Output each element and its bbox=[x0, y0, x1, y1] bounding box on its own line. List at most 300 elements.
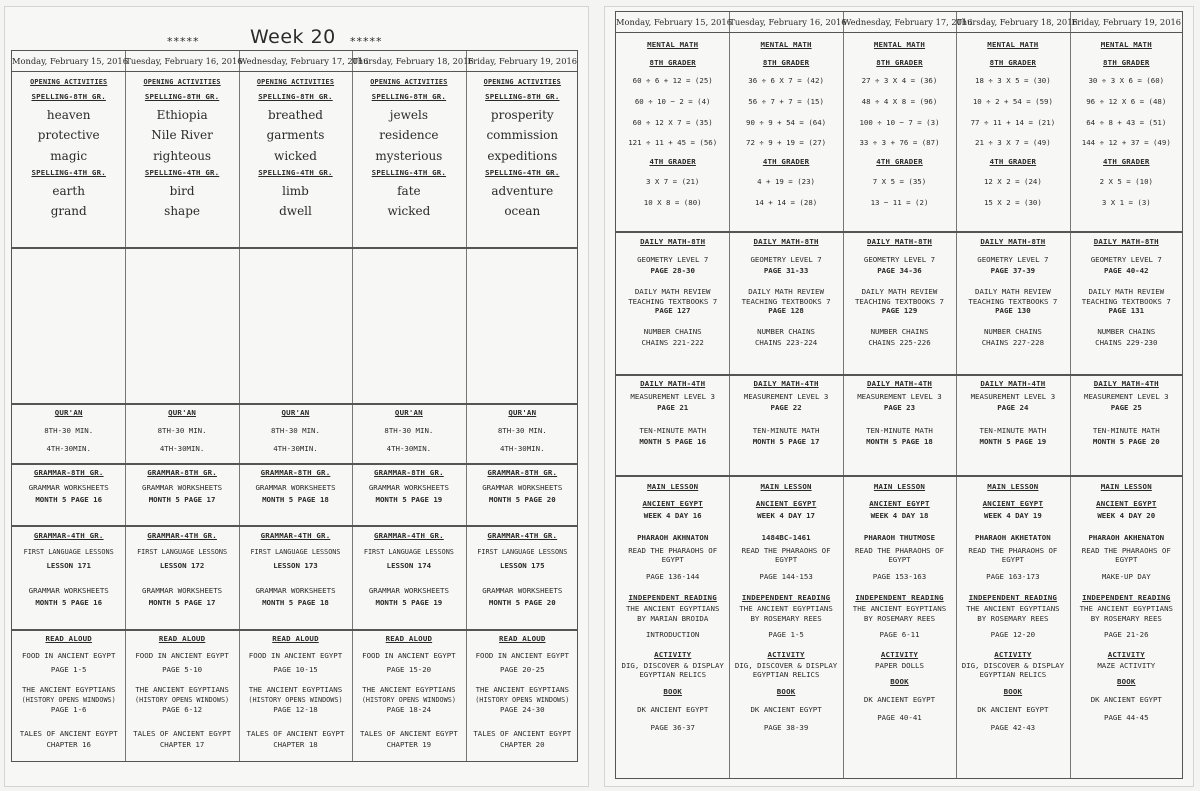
section-divider bbox=[12, 247, 577, 249]
egyptians-title: THE ANCIENT EGYPTIANS bbox=[475, 684, 570, 694]
schedule-cell bbox=[466, 409, 579, 454]
day-header: Wednesday, February 17, 2016 bbox=[842, 17, 973, 27]
spelling-word: breathed bbox=[267, 108, 323, 123]
grader-4th-label: 4TH GRADER bbox=[876, 157, 923, 167]
quran-8th: 8TH-30 MIN. bbox=[497, 425, 547, 435]
daily-math-8th-label: DAILY MATH-8TH bbox=[640, 237, 706, 246]
schedule-cell bbox=[466, 635, 579, 750]
read-aloud-label: READ ALOUD bbox=[45, 634, 92, 643]
independent-reading-label: INDEPENDENT READING bbox=[855, 593, 944, 603]
mental-math-problem: 15 X 2 = (30) bbox=[983, 198, 1042, 207]
independent-author: BY ROSEMARY REES bbox=[750, 613, 822, 623]
grammar-worksheets: GRAMMAR WORKSHEETS bbox=[482, 482, 563, 492]
tales-chapter: CHAPTER 19 bbox=[386, 740, 432, 750]
right-planner-page bbox=[604, 6, 1194, 787]
grammar-4th-label: GRAMMAR-4TH GR. bbox=[33, 531, 104, 540]
measurement-label: MEASUREMENT LEVEL 3 bbox=[1084, 391, 1169, 401]
quran-8th: 8TH-30 MIN. bbox=[157, 425, 207, 435]
mental-math-problem: 90 ÷ 9 + 54 = (64) bbox=[746, 117, 827, 127]
fll-lesson: LESSON 174 bbox=[386, 561, 432, 571]
ten-minute-pages: MONTH 5 PAGE 18 bbox=[866, 436, 933, 446]
mental-math-problem: 18 ÷ 3 X 5 = (30) bbox=[975, 75, 1051, 85]
schedule-cell bbox=[12, 532, 125, 608]
mental-math-problem: 60 ÷ 6 + 12 = (25) bbox=[632, 75, 713, 85]
mental-math-problem: 77 ÷ 11 + 14 = (21) bbox=[970, 117, 1056, 127]
egyptians-subtitle: (HISTORY OPENS WINDOWS) bbox=[21, 695, 116, 704]
book-label: BOOK bbox=[1003, 687, 1023, 697]
grammar-8th-label: GRAMMAR-8TH GR. bbox=[260, 468, 331, 477]
schedule-cell bbox=[729, 41, 842, 208]
schedule-cell bbox=[843, 483, 956, 723]
book-title: DK ANCIENT EGYPT bbox=[637, 705, 709, 715]
geometry-pages: PAGE 37-39 bbox=[990, 265, 1036, 275]
teaching-textbooks: TEACHING TEXTBOOKS 7 bbox=[854, 296, 944, 306]
dmr-page: PAGE 127 bbox=[654, 306, 691, 316]
egypt-week: WEEK 4 DAY 16 bbox=[643, 510, 702, 520]
book-title: DK ANCIENT EGYPT bbox=[977, 705, 1049, 715]
ancient-egypt-label: ANCIENT EGYPT bbox=[755, 498, 817, 508]
independent-author: BY ROSEMARY REES bbox=[863, 613, 936, 623]
egypt-week: WEEK 4 DAY 17 bbox=[757, 510, 816, 520]
measurement-pages: PAGE 23 bbox=[883, 402, 916, 412]
activity-text: EGYPTIAN RELICS bbox=[752, 670, 820, 680]
read-pharaohs: EGYPT bbox=[661, 555, 684, 565]
schedule-cell bbox=[125, 409, 238, 454]
independent-reading-label: INDEPENDENT READING bbox=[628, 593, 717, 603]
opening-activities-label: OPENING ACTIVITIES bbox=[256, 78, 335, 86]
schedule-cell bbox=[125, 635, 238, 750]
left-schedule-grid bbox=[11, 50, 578, 762]
header-divider bbox=[616, 32, 1182, 33]
schedule-cell bbox=[956, 238, 1069, 348]
quran-label: QUR'AN bbox=[168, 408, 197, 417]
geometry-pages: PAGE 40-42 bbox=[1104, 265, 1149, 275]
chains-item: CHAINS 225-226 bbox=[868, 338, 931, 348]
schedule-cell bbox=[125, 532, 238, 608]
ten-minute-pages: MONTH 5 PAGE 16 bbox=[639, 436, 707, 446]
egypt-week: WEEK 4 DAY 20 bbox=[1097, 510, 1156, 520]
mental-math-problem: 2 X 5 = (10) bbox=[1099, 177, 1153, 187]
egypt-week: WEEK 4 DAY 19 bbox=[983, 510, 1042, 520]
spelling-word: Nile River bbox=[151, 128, 213, 143]
quran-label: QUR'AN bbox=[394, 408, 423, 417]
book-pages: PAGE 36-37 bbox=[650, 723, 695, 732]
food-title: FOOD IN ANCIENT EGYPT bbox=[135, 650, 229, 660]
schedule-cell bbox=[239, 469, 352, 505]
dmr-page: PAGE 131 bbox=[1108, 306, 1145, 316]
read-pharaohs: READ THE PHARAOHS OF bbox=[1081, 545, 1171, 555]
ancient-egypt-label: ANCIENT EGYPT bbox=[982, 498, 1044, 508]
schedule-cell bbox=[466, 532, 579, 608]
book-title: DK ANCIENT EGYPT bbox=[863, 695, 936, 705]
egyptians-subtitle: (HISTORY OPENS WINDOWS) bbox=[361, 695, 456, 704]
mental-math-problem: 64 ÷ 8 + 43 = (51) bbox=[1086, 117, 1167, 127]
measurement-label: MEASUREMENT LEVEL 3 bbox=[857, 391, 942, 401]
schedule-cell bbox=[239, 532, 352, 608]
tales-title: TALES OF ANCIENT EGYPT bbox=[473, 728, 572, 738]
spelling-word: limb bbox=[282, 184, 309, 199]
teaching-textbooks: TEACHING TEXTBOOKS 7 bbox=[741, 296, 831, 306]
spelling-8th-label: SPELLING-8TH GR. bbox=[371, 92, 447, 102]
schedule-cell bbox=[729, 483, 842, 733]
ancient-egypt-label: ANCIENT EGYPT bbox=[869, 498, 930, 508]
schedule-cell bbox=[616, 483, 729, 733]
spelling-8th-label: SPELLING-8TH GR. bbox=[485, 92, 560, 102]
mental-math-problem: 3 X 1 = (3) bbox=[1101, 198, 1151, 207]
tales-chapter: CHAPTER 18 bbox=[273, 740, 318, 750]
independent-author: BY ROSEMARY REES bbox=[1090, 613, 1162, 623]
day-header: Friday, February 19, 2016 bbox=[1071, 17, 1182, 27]
mental-math-problem: 27 ÷ 3 X 4 = (36) bbox=[861, 75, 938, 85]
spelling-word: residence bbox=[379, 128, 439, 143]
read-pharaohs: READ THE PHARAOHS OF bbox=[741, 545, 831, 555]
grammar-4th-label: GRAMMAR-4TH GR. bbox=[147, 531, 217, 540]
mental-math-problem: 33 ÷ 3 + 76 = (87) bbox=[859, 138, 940, 148]
chains-item: CHAINS 221-222 bbox=[641, 338, 704, 348]
mental-math-label: MENTAL MATH bbox=[987, 40, 1039, 49]
schedule-cell bbox=[12, 635, 125, 750]
geometry-pages: PAGE 28-30 bbox=[650, 265, 695, 275]
grammar-4th-label: GRAMMAR-4TH GR. bbox=[374, 531, 444, 540]
spelling-4th-label: SPELLING-4TH GR. bbox=[31, 168, 106, 178]
geometry-label: GEOMETRY LEVEL 7 bbox=[1090, 254, 1162, 264]
read-pharaohs: READ THE PHARAOHS OF bbox=[854, 545, 944, 555]
daily-math-4th-label: DAILY MATH-4TH bbox=[1093, 379, 1159, 388]
spelling-word: heaven bbox=[46, 108, 91, 123]
pharaoh-pages: PAGE 144-153 bbox=[759, 572, 813, 582]
activity-label: ACTIVITY bbox=[994, 649, 1032, 659]
grader-8th-label: 8TH GRADER bbox=[876, 57, 923, 67]
book-pages: PAGE 38-39 bbox=[763, 723, 809, 732]
independent-book: THE ANCIENT EGYPTIANS bbox=[739, 604, 833, 613]
ten-minute-math: TEN-MINUTE MATH bbox=[639, 425, 707, 435]
activity-text: DIG, DISCOVER & DISPLAY bbox=[734, 660, 838, 670]
egyptians-title: THE ANCIENT EGYPTIANS bbox=[21, 684, 116, 694]
mental-math-problem: 60 ÷ 12 X 7 = (35) bbox=[632, 117, 713, 127]
spelling-4th-label: SPELLING-4TH GR. bbox=[258, 168, 333, 178]
mental-math-problem: 56 ÷ 7 + 7 = (15) bbox=[748, 96, 824, 106]
independent-book: THE ANCIENT EGYPTIANS bbox=[966, 604, 1060, 613]
section-divider bbox=[12, 525, 577, 527]
grammar-page: MONTH 5 PAGE 18 bbox=[262, 494, 329, 504]
geometry-pages: PAGE 31-33 bbox=[763, 265, 809, 275]
read-aloud-label: READ ALOUD bbox=[158, 634, 206, 643]
grader-4th-label: 4TH GRADER bbox=[989, 157, 1037, 167]
spelling-word: wicked bbox=[387, 204, 431, 219]
independent-pages: PAGE 21-26 bbox=[1104, 629, 1149, 639]
mental-math-problem: 60 ÷ 10 − 2 = (4) bbox=[634, 96, 711, 106]
food-title: FOOD IN ANCIENT EGYPT bbox=[248, 650, 343, 660]
schedule-cell bbox=[1070, 41, 1183, 208]
daily-math-4th-label: DAILY MATH-4TH bbox=[980, 379, 1046, 388]
schedule-cell bbox=[125, 78, 238, 219]
opening-activities-label: OPENING ACTIVITIES bbox=[483, 78, 561, 86]
schedule-cell bbox=[239, 409, 352, 454]
schedule-cell bbox=[843, 380, 956, 446]
dmr-page: PAGE 128 bbox=[768, 306, 804, 316]
pharaoh-pages: PAGE 163-173 bbox=[986, 572, 1040, 582]
daily-math-8th-label: DAILY MATH-8TH bbox=[1093, 237, 1159, 246]
geometry-label: GEOMETRY LEVEL 7 bbox=[750, 254, 822, 264]
mental-math-problem: 36 ÷ 6 X 7 = (42) bbox=[748, 75, 824, 85]
pharaoh-title: PHARAOH AKHNATON bbox=[637, 532, 709, 542]
mental-math-problem: 30 ÷ 3 X 6 = (60) bbox=[1088, 75, 1165, 85]
spelling-8th-label: SPELLING-8TH GR. bbox=[144, 92, 220, 102]
read-pharaohs: READ THE PHARAOHS OF bbox=[628, 545, 718, 555]
quran-label: QUR'AN bbox=[508, 408, 537, 417]
fll-lesson: LESSON 172 bbox=[159, 561, 205, 571]
daily-math-4th-label: DAILY MATH-4TH bbox=[640, 379, 706, 388]
pharaoh-pages: MAKE-UP DAY bbox=[1101, 572, 1151, 582]
book-label: BOOK bbox=[1116, 677, 1136, 687]
independent-author: BY MARIAN BROIDA bbox=[637, 613, 709, 623]
egypt-week: WEEK 4 DAY 18 bbox=[870, 510, 929, 520]
ten-minute-math: TEN-MINUTE MATH bbox=[752, 425, 820, 435]
mental-math-label: MENTAL MATH bbox=[873, 40, 926, 49]
quran-8th: 8TH-30 MIN. bbox=[271, 425, 320, 435]
spelling-word: ocean bbox=[504, 204, 541, 219]
ten-minute-math: TEN-MINUTE MATH bbox=[1092, 425, 1160, 435]
grader-4th-label: 4TH GRADER bbox=[649, 157, 696, 167]
first-language-lessons: FIRST LANGUAGE LESSONS bbox=[250, 547, 341, 556]
grader-8th-label: 8TH GRADER bbox=[649, 57, 696, 67]
measurement-pages: PAGE 21 bbox=[657, 402, 689, 412]
schedule-cell bbox=[956, 380, 1069, 446]
mental-math-label: MENTAL MATH bbox=[760, 40, 812, 49]
header-divider bbox=[12, 71, 577, 72]
spelling-word: garments bbox=[266, 128, 325, 143]
independent-reading-label: INDEPENDENT READING bbox=[1082, 593, 1171, 603]
book-title: DK ANCIENT EGYPT bbox=[1090, 695, 1162, 705]
pharaoh-title: PHARAOH THUTMOSE bbox=[863, 532, 936, 542]
ten-minute-pages: MONTH 5 PAGE 20 bbox=[1092, 436, 1160, 446]
grammar-8th-label: GRAMMAR-8TH GR. bbox=[147, 468, 217, 477]
grammar-page: MONTH 5 PAGE 18 bbox=[262, 597, 329, 607]
schedule-cell bbox=[616, 41, 729, 208]
food-pages: PAGE 20-25 bbox=[500, 664, 545, 674]
mental-math-label: MENTAL MATH bbox=[1100, 40, 1152, 49]
first-language-lessons: FIRST LANGUAGE LESSONS bbox=[477, 547, 568, 556]
schedule-cell bbox=[1070, 483, 1183, 723]
egyptians-title: THE ANCIENT EGYPTIANS bbox=[248, 684, 343, 694]
schedule-cell bbox=[352, 469, 465, 505]
book-label: BOOK bbox=[890, 677, 909, 687]
read-pharaohs: EGYPT bbox=[774, 555, 798, 565]
schedule-cell bbox=[352, 78, 465, 219]
spelling-4th-label: SPELLING-4TH GR. bbox=[144, 168, 220, 178]
grammar-worksheets: GRAMMAR WORKSHEETS bbox=[28, 482, 109, 492]
measurement-pages: PAGE 24 bbox=[997, 402, 1029, 412]
schedule-cell bbox=[1070, 238, 1183, 348]
spelling-word: jewels bbox=[389, 108, 428, 123]
book-pages: PAGE 42-43 bbox=[990, 723, 1036, 732]
egyptians-title: THE ANCIENT EGYPTIANS bbox=[362, 684, 456, 694]
right-schedule-grid bbox=[615, 11, 1183, 779]
section-divider bbox=[12, 403, 577, 405]
daily-math-8th-label: DAILY MATH-8TH bbox=[980, 237, 1046, 246]
schedule-cell bbox=[352, 635, 465, 750]
food-pages: PAGE 15-20 bbox=[386, 664, 432, 674]
opening-activities-label: OPENING ACTIVITIES bbox=[370, 78, 448, 86]
quran-4th: 4TH-30MIN. bbox=[159, 443, 205, 453]
daily-math-8th-label: DAILY MATH-8TH bbox=[866, 237, 933, 246]
geometry-label: GEOMETRY LEVEL 7 bbox=[637, 254, 709, 264]
activity-label: ACTIVITY bbox=[654, 649, 692, 659]
section-divider bbox=[12, 463, 577, 465]
tales-chapter: CHAPTER 17 bbox=[159, 740, 205, 750]
main-lesson-label: MAIN LESSON bbox=[873, 482, 926, 491]
geometry-label: GEOMETRY LEVEL 7 bbox=[863, 254, 936, 264]
independent-author: BY ROSEMARY REES bbox=[977, 613, 1049, 623]
grammar-worksheets: GRAMMAR WORKSHEETS bbox=[28, 585, 109, 595]
grammar-page: MONTH 5 PAGE 17 bbox=[148, 597, 216, 607]
independent-pages: PAGE 6-11 bbox=[879, 629, 920, 639]
schedule-cell bbox=[1070, 380, 1183, 446]
spelling-4th-label: SPELLING-4TH GR. bbox=[485, 168, 560, 178]
book-pages: PAGE 44-45 bbox=[1104, 713, 1149, 723]
grammar-8th-label: GRAMMAR-8TH GR. bbox=[374, 468, 444, 477]
schedule-cell bbox=[125, 469, 238, 505]
dmr-page: PAGE 129 bbox=[881, 306, 918, 316]
independent-pages: INTRODUCTION bbox=[645, 629, 700, 639]
egyptians-subtitle: (HISTORY OPENS WINDOWS) bbox=[135, 695, 230, 704]
read-pharaohs: EGYPT bbox=[1001, 555, 1024, 565]
spelling-word: protective bbox=[37, 128, 100, 143]
schedule-cell bbox=[12, 78, 125, 219]
food-title: FOOD IN ANCIENT EGYPT bbox=[21, 650, 116, 660]
egyptians-title: THE ANCIENT EGYPTIANS bbox=[135, 684, 229, 694]
independent-reading-label: INDEPENDENT READING bbox=[741, 593, 831, 603]
number-chains: NUMBER CHAINS bbox=[1097, 327, 1156, 337]
grammar-page: MONTH 5 PAGE 19 bbox=[375, 494, 443, 504]
daily-math-review: DAILY MATH REVIEW bbox=[975, 286, 1051, 296]
activity-text: DIG, DISCOVER & DISPLAY bbox=[961, 660, 1065, 670]
day-header: Thursday, February 18, 2016 bbox=[956, 17, 1078, 27]
schedule-cell bbox=[12, 409, 125, 454]
spelling-word: grand bbox=[50, 204, 87, 219]
quran-8th: 8TH-30 MIN. bbox=[44, 425, 94, 435]
ancient-egypt-label: ANCIENT EGYPT bbox=[642, 498, 703, 508]
grammar-page: MONTH 5 PAGE 19 bbox=[375, 597, 443, 607]
mental-math-problem: 10 ÷ 2 + 54 = (59) bbox=[972, 96, 1053, 106]
grammar-page: MONTH 5 PAGE 20 bbox=[488, 494, 556, 504]
activity-text: MAZE ACTIVITY bbox=[1097, 660, 1156, 670]
activity-label: ACTIVITY bbox=[880, 649, 919, 659]
read-pharaohs: EGYPT bbox=[1115, 555, 1138, 565]
spelling-8th-label: SPELLING-8TH GR. bbox=[31, 92, 106, 102]
schedule-cell bbox=[956, 483, 1069, 733]
ten-minute-pages: MONTH 5 PAGE 19 bbox=[979, 436, 1047, 446]
main-lesson-label: MAIN LESSON bbox=[760, 482, 812, 491]
quran-label: QUR'AN bbox=[54, 408, 83, 417]
egyptians-subtitle: (HISTORY OPENS WINDOWS) bbox=[248, 695, 343, 704]
read-pharaohs: EGYPT bbox=[888, 555, 911, 565]
activity-label: ACTIVITY bbox=[767, 649, 805, 659]
grader-8th-label: 8TH GRADER bbox=[989, 57, 1037, 67]
schedule-cell bbox=[239, 635, 352, 750]
egyptians-pages: PAGE 12-18 bbox=[273, 704, 318, 714]
teaching-textbooks: TEACHING TEXTBOOKS 7 bbox=[968, 296, 1058, 306]
mental-math-problem: 144 ÷ 12 + 37 = (49) bbox=[1081, 138, 1171, 148]
independent-pages: PAGE 1-5 bbox=[768, 629, 804, 639]
egyptians-pages: PAGE 24-30 bbox=[500, 704, 545, 714]
section-divider bbox=[12, 629, 577, 631]
daily-math-4th-label: DAILY MATH-4TH bbox=[866, 379, 933, 388]
schedule-cell bbox=[616, 238, 729, 348]
chains-item: CHAINS 227-228 bbox=[981, 338, 1045, 348]
grader-4th-label: 4TH GRADER bbox=[1103, 157, 1150, 167]
mental-math-problem: 7 X 5 = (35) bbox=[872, 177, 927, 187]
grammar-8th-label: GRAMMAR-8TH GR. bbox=[33, 468, 104, 477]
teaching-textbooks: TEACHING TEXTBOOKS 7 bbox=[628, 296, 718, 306]
geometry-label: GEOMETRY LEVEL 7 bbox=[977, 254, 1049, 264]
day-header: Tuesday, February 16, 2016 bbox=[729, 17, 847, 27]
mental-math-problem: 10 X 8 = (80) bbox=[643, 198, 702, 207]
spelling-word: prosperity bbox=[490, 108, 554, 123]
tales-title: TALES OF ANCIENT EGYPT bbox=[359, 728, 458, 738]
left-planner-page bbox=[4, 6, 589, 787]
grammar-worksheets: GRAMMAR WORKSHEETS bbox=[142, 585, 223, 595]
day-header: Monday, February 15, 2016 bbox=[12, 56, 128, 66]
spelling-word: shape bbox=[164, 204, 200, 219]
spelling-4th-label: SPELLING-4TH GR. bbox=[371, 168, 447, 178]
tales-title: TALES OF ANCIENT EGYPT bbox=[246, 728, 345, 738]
read-aloud-label: READ ALOUD bbox=[385, 634, 433, 643]
spelling-word: righteous bbox=[153, 148, 212, 163]
activity-text: DIG, DISCOVER & DISPLAY bbox=[621, 660, 724, 670]
schedule-cell bbox=[956, 41, 1069, 208]
spelling-word: expeditions bbox=[487, 148, 558, 163]
schedule-cell bbox=[729, 380, 842, 446]
independent-reading-label: INDEPENDENT READING bbox=[968, 593, 1058, 603]
fll-lesson: LESSON 175 bbox=[500, 561, 545, 571]
read-aloud-label: READ ALOUD bbox=[272, 634, 319, 643]
number-chains: NUMBER CHAINS bbox=[870, 327, 929, 337]
grammar-worksheets: GRAMMAR WORKSHEETS bbox=[142, 482, 223, 492]
schedule-cell bbox=[843, 238, 956, 348]
mental-math-problem: 3 X 7 = (21) bbox=[645, 177, 700, 187]
mental-math-problem: 100 ÷ 10 − 7 = (3) bbox=[859, 117, 940, 127]
spelling-word: mysterious bbox=[375, 148, 443, 163]
food-title: FOOD IN ANCIENT EGYPT bbox=[475, 650, 570, 660]
stars-left: ***** bbox=[167, 35, 200, 48]
number-chains: NUMBER CHAINS bbox=[983, 327, 1042, 337]
day-header: Monday, February 15, 2016 bbox=[616, 17, 732, 27]
grammar-page: MONTH 5 PAGE 20 bbox=[488, 597, 556, 607]
food-title: FOOD IN ANCIENT EGYPT bbox=[362, 650, 456, 660]
measurement-label: MEASUREMENT LEVEL 3 bbox=[970, 391, 1056, 401]
mental-math-problem: 96 ÷ 12 X 6 = (48) bbox=[1086, 96, 1167, 106]
activity-label: ACTIVITY bbox=[1107, 649, 1145, 659]
mental-math-problem: 4 + 19 = (23) bbox=[757, 177, 816, 187]
stars-right: ***** bbox=[350, 35, 383, 48]
spelling-word: dwell bbox=[279, 204, 312, 219]
independent-book: THE ANCIENT EGYPTIANS bbox=[852, 604, 947, 613]
day-header: Wednesday, February 17, 2016 bbox=[238, 56, 369, 66]
mental-math-problem: 21 ÷ 3 X 7 = (49) bbox=[975, 138, 1051, 148]
food-pages: PAGE 10-15 bbox=[273, 664, 318, 674]
book-label: BOOK bbox=[776, 687, 796, 697]
schedule-cell bbox=[616, 380, 729, 446]
grammar-page: MONTH 5 PAGE 17 bbox=[148, 494, 216, 504]
grammar-worksheets: GRAMMAR WORKSHEETS bbox=[368, 482, 449, 492]
mental-math-problem: 48 ÷ 4 X 8 = (96) bbox=[861, 96, 938, 106]
section-divider bbox=[616, 231, 1182, 233]
pharaoh-pages: PAGE 153-163 bbox=[872, 572, 927, 582]
main-lesson-label: MAIN LESSON bbox=[647, 482, 699, 491]
quran-4th: 4TH-30MIN. bbox=[500, 443, 545, 453]
read-pharaohs: READ THE PHARAOHS OF bbox=[968, 545, 1058, 555]
